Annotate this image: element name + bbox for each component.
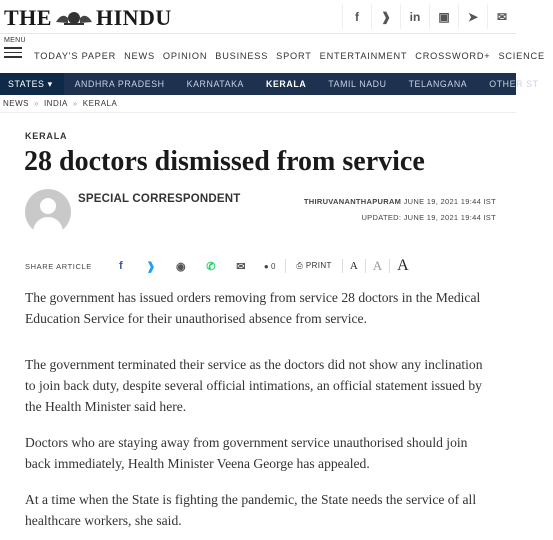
nav-crossword[interactable]: CROSSWORD+ bbox=[415, 51, 491, 61]
state-telangana[interactable]: TELANGANA bbox=[408, 79, 468, 89]
caret-down-icon: ▾ bbox=[47, 79, 53, 89]
state-tamil-nadu[interactable]: TAMIL NADU bbox=[328, 79, 387, 89]
toolbar-divider bbox=[365, 259, 366, 273]
twitter-icon[interactable]: ❱ bbox=[371, 4, 400, 29]
share-whatsapp-icon[interactable]: ✆ bbox=[206, 260, 216, 273]
breadcrumb-separator-icon: » bbox=[72, 99, 78, 108]
share-twitter-icon[interactable]: ❱ bbox=[146, 260, 156, 273]
state-andhra-pradesh[interactable]: ANDHRA PRADESH bbox=[74, 79, 165, 89]
hamburger-icon bbox=[4, 47, 22, 49]
toolbar-divider bbox=[342, 259, 343, 273]
share-facebook-icon[interactable]: f bbox=[119, 260, 123, 272]
print-icon: ⎙ bbox=[296, 261, 304, 270]
toolbar-divider bbox=[389, 259, 390, 273]
dateline bbox=[304, 194, 496, 226]
font-decrease-button[interactable]: A bbox=[349, 260, 358, 272]
logo-text-the: THE bbox=[4, 5, 52, 30]
author-name[interactable]: SPECIAL CORRESPONDENT bbox=[78, 193, 241, 205]
share-toolbar bbox=[25, 256, 496, 276]
menu-label: MENU bbox=[4, 37, 26, 44]
breadcrumb-news[interactable]: NEWS bbox=[3, 99, 29, 108]
share-article-label: SHARE ARTICLE bbox=[25, 261, 92, 271]
states-bar bbox=[0, 73, 539, 95]
font-increase-button[interactable]: A bbox=[397, 257, 409, 274]
author-avatar bbox=[25, 189, 71, 235]
logo-text-hindu: HINDU bbox=[95, 5, 172, 30]
section-links bbox=[34, 51, 553, 61]
telegram-icon[interactable]: ➤ bbox=[458, 4, 487, 29]
nav-todays-paper[interactable]: TODAY'S PAPER bbox=[34, 51, 117, 61]
comment-icon: ● bbox=[263, 261, 269, 271]
nav-opinion[interactable]: OPINION bbox=[162, 51, 208, 61]
article-paragraph: The government terminated their service as the doctors did not show any inclination to join back duty, despite several official intimations, an official statement issued by the Health Minister said here. bbox=[25, 357, 483, 414]
mail-icon[interactable]: ✉ bbox=[487, 4, 516, 29]
share-reddit-icon[interactable]: ◉ bbox=[176, 260, 186, 273]
print-label: PRINT bbox=[305, 261, 332, 270]
header-social-links bbox=[342, 4, 516, 29]
nav-science[interactable]: SCIENCE bbox=[498, 51, 545, 61]
hamburger-icon-bar bbox=[4, 56, 22, 58]
hamburger-icon-bar bbox=[4, 52, 22, 54]
font-reset-button[interactable]: A bbox=[372, 258, 383, 273]
published-date: JUNE 19, 2021 19:44 IST bbox=[403, 197, 496, 206]
breadcrumb-kerala[interactable]: KERALA bbox=[82, 99, 118, 108]
nav-sport[interactable]: SPORT bbox=[276, 51, 312, 61]
states-dropdown[interactable] bbox=[0, 73, 64, 95]
comment-count: 0 bbox=[270, 261, 276, 271]
published-line bbox=[304, 194, 496, 210]
linkedin-icon[interactable]: in bbox=[400, 4, 429, 29]
state-kerala[interactable]: KERALA bbox=[266, 79, 307, 89]
crest-icon bbox=[54, 10, 94, 26]
nav-entertainment[interactable]: ENTERTAINMENT bbox=[319, 51, 408, 61]
nav-business[interactable]: BUSINESS bbox=[215, 51, 269, 61]
breadcrumb bbox=[3, 99, 117, 108]
states-label: STATES bbox=[8, 79, 45, 89]
article-paragraph: At a time when the State is fighting the pandemic, the State needs the service of all healthcare workers, she said. bbox=[25, 492, 477, 528]
facebook-icon[interactable]: f bbox=[342, 4, 371, 29]
dateline-place: THIRUVANANTHAPURAM bbox=[303, 197, 402, 206]
main-nav bbox=[0, 34, 545, 72]
comments-button[interactable] bbox=[264, 262, 276, 271]
state-karnataka[interactable]: KARNATAKA bbox=[186, 79, 245, 89]
avatar-head bbox=[40, 198, 56, 214]
divider bbox=[0, 112, 516, 113]
avatar-body bbox=[33, 217, 63, 241]
updated-date: JUNE 19, 2021 19:44 IST bbox=[403, 213, 496, 222]
site-logo[interactable] bbox=[4, 5, 172, 31]
masthead bbox=[0, 0, 516, 34]
breadcrumb-india[interactable]: INDIA bbox=[43, 99, 68, 108]
menu-button[interactable] bbox=[4, 37, 28, 58]
state-other[interactable]: OTHER ST bbox=[489, 79, 539, 89]
breadcrumb-separator-icon: » bbox=[34, 99, 39, 108]
instagram-icon[interactable]: ▣ bbox=[429, 4, 458, 29]
nav-news[interactable]: NEWS bbox=[124, 51, 155, 61]
article-title: 28 doctors dismissed from service bbox=[24, 146, 425, 177]
print-button[interactable] bbox=[296, 261, 331, 271]
article-paragraph: Doctors who are staying away from government service unauthorised should join back immediately, Health Minister Veena George has appealed. bbox=[25, 435, 468, 471]
share-email-icon[interactable]: ✉ bbox=[236, 260, 246, 273]
article-section-label[interactable]: KERALA bbox=[25, 131, 68, 141]
updated-label: UPDATED: bbox=[361, 213, 402, 222]
updated-line bbox=[304, 210, 496, 226]
toolbar-divider bbox=[285, 259, 286, 273]
article-paragraph: The government has issued orders removing from service 28 doctors in the Medical Education Service for their unauthorised absence from service. bbox=[25, 290, 481, 326]
